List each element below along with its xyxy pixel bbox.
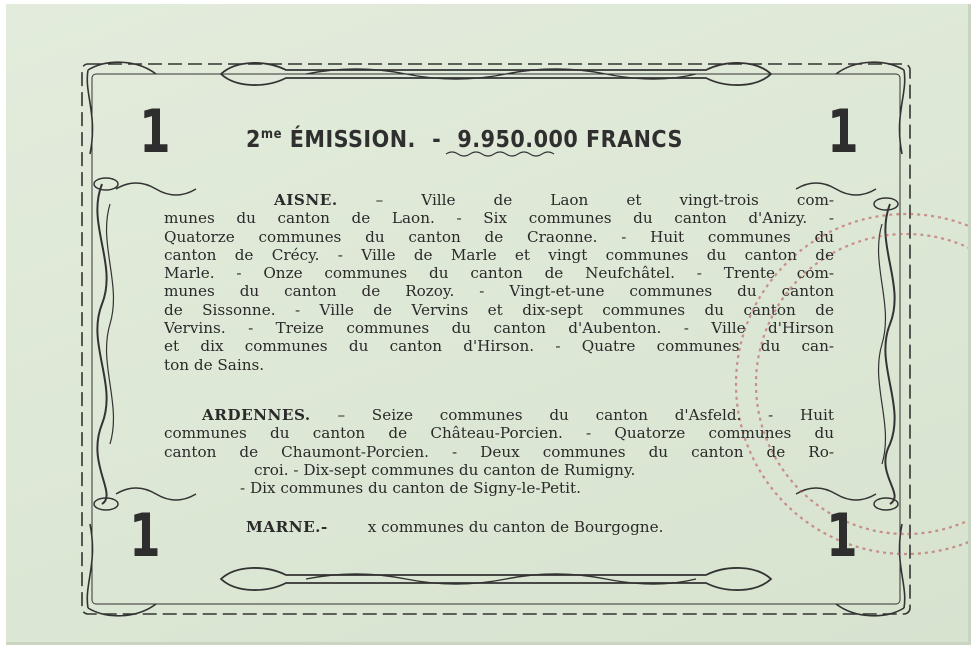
marne-line: MARNE.- x communes du canton de Bourgogne. xyxy=(246,518,664,536)
aisne-heading: AISNE. xyxy=(274,191,338,209)
issue-title xyxy=(246,127,756,153)
aisne-line: de Sissonne. - Ville de Vervins et dix-sept communes du canton de xyxy=(164,300,834,319)
title-separator: - xyxy=(432,127,442,153)
aisne-line: ton de Sains. xyxy=(164,355,265,374)
marne-paragraph xyxy=(246,518,766,536)
aisne-line: munes du canton de Laon. - Six communes du canton d'Anizy. - xyxy=(164,209,834,228)
aisne-line: munes du canton de Rozoy. - Vingt-et-une communes du canton xyxy=(164,282,834,301)
aisne-line: et dix communes du canton d'Hirson. - Quatre communes du can- xyxy=(164,337,834,356)
edition-word: ÉMISSION. xyxy=(289,127,416,153)
denomination-bottom-right: 1 xyxy=(826,501,858,571)
aisne-line: canton de Crécy. - Ville de Marle et vingt communes du canton de xyxy=(164,245,834,264)
issue-amount: 9.950.000 FRANCS xyxy=(457,127,683,153)
aisne-line: Quatorze communes du canton de Craonne. - Huit communes du xyxy=(164,227,834,246)
aisne-paragraph xyxy=(164,191,834,374)
aisne-line: AISNE. – Ville de Laon et vingt-trois com- xyxy=(274,191,834,209)
denomination-bottom-left: 1 xyxy=(129,501,161,571)
denomination-top-left: 1 xyxy=(139,97,171,167)
aisne-line: Vervins. - Treize communes du canton d'Aubenton. - Ville d'Hirson xyxy=(164,319,834,338)
ardennes-heading: ARDENNES. xyxy=(202,406,311,424)
marne-heading: MARNE.- xyxy=(246,518,328,536)
banknote-back xyxy=(6,4,971,645)
ardennes-line: - Dix communes du canton de Signy-le-Petit. xyxy=(240,479,581,498)
aisne-line: Marle. - Onze communes du canton de Neufchâtel. - Trente com- xyxy=(164,264,834,283)
ardennes-line: ARDENNES. – Seize communes du canton d'Asfeld. - Huit xyxy=(202,406,834,424)
ardennes-line: communes du canton de Château-Porcien. - Quatorze communes du xyxy=(164,424,834,443)
ardennes-line: canton de Chaumont-Porcien. - Deux communes du canton de Ro- xyxy=(164,442,834,461)
ardennes-line: croi. - Dix-sept communes du canton de Rumigny. xyxy=(254,460,636,479)
ardennes-paragraph xyxy=(164,406,834,497)
edition-number: 2 xyxy=(246,127,261,153)
edition-suffix: me xyxy=(260,127,283,142)
denomination-top-right: 1 xyxy=(827,97,859,167)
